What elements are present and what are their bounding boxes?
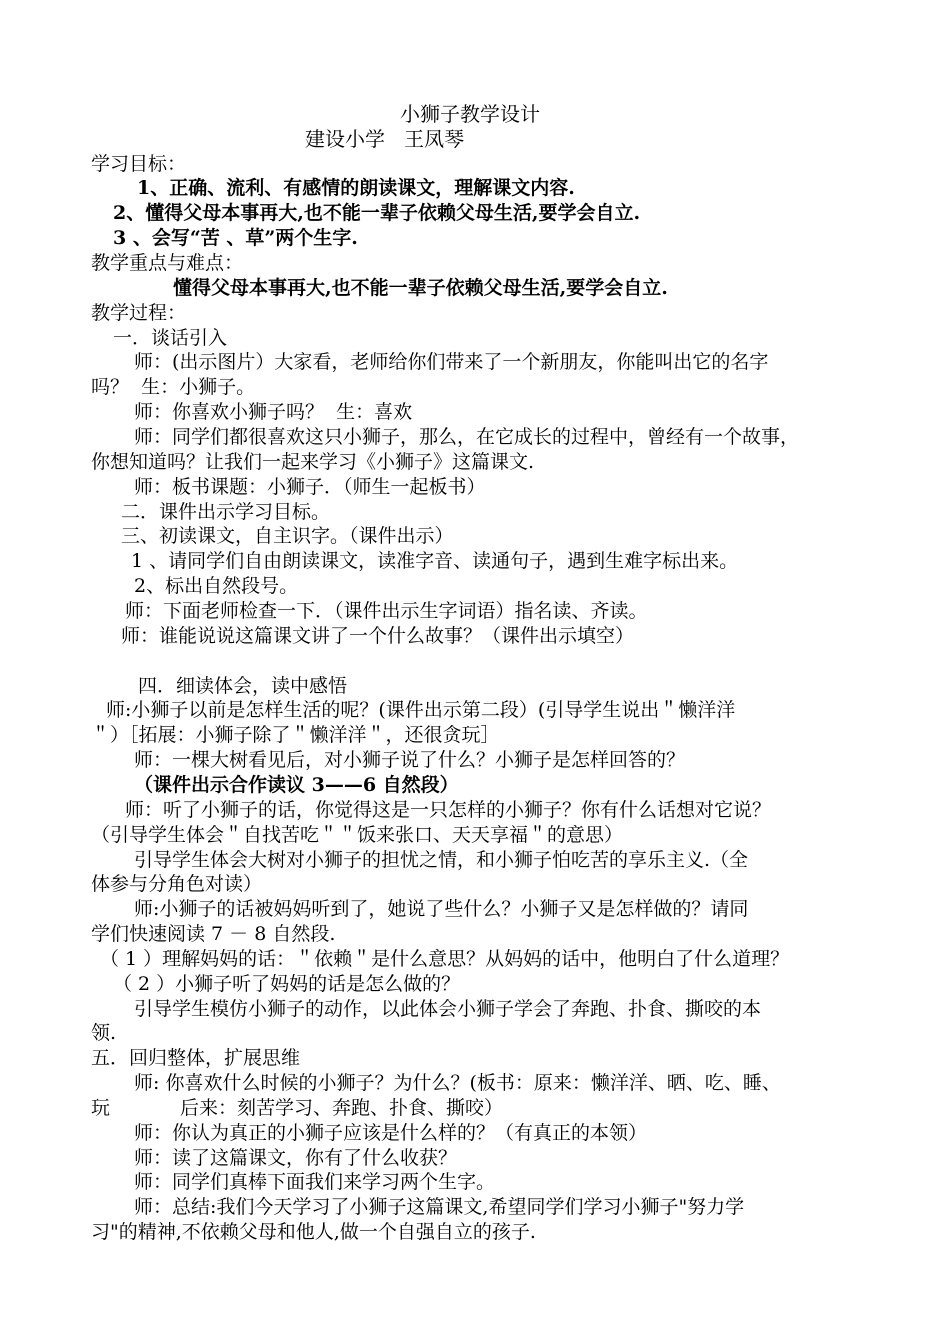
paragraph-line: 引导学生模仿小狮子的动作，以此体会小狮子学会了奔跑、扑食、撕咬的本: [134, 998, 762, 1020]
paragraph-line: 师：读了这篇课文，你有了什么收获？: [134, 1147, 458, 1169]
paragraph-line: （ 1 ）理解妈妈的话：＂依赖＂是什么意思？从妈妈的话中，他明白了什么道理？: [100, 948, 790, 970]
paragraph-line: 师：你认为真正的小狮子应该是什么样的？（有真正的本领）: [134, 1122, 648, 1144]
paragraph-line: 你想知道吗？让我们一起来学习《小狮子》这篇课文.: [91, 451, 535, 473]
paragraph-line: 体参与分角色对读）: [91, 873, 263, 895]
step-heading-5: 五．回归整体，扩展思维: [91, 1047, 301, 1069]
paragraph-line: 师：板书课题：小狮子．（师生一起板书）: [134, 476, 486, 498]
step-heading-1: 一．谈话引入: [113, 327, 228, 349]
paragraph-line: （课件出示合作读议 3——6 自然段）: [134, 774, 459, 796]
paragraph-line: 师：听了小狮子的话，你觉得这是一只怎样的小狮子？你有什么话想对它说？: [125, 799, 772, 821]
paragraph-line: 学们快速阅读 7 － 8 自然段.: [91, 923, 336, 945]
paragraph-line: 师: 你喜欢什么时候的小狮子？为什么？(板书：原来：懒洋洋、晒、吃、睡、: [134, 1072, 781, 1094]
paragraph-line: 引导学生体会大树对小狮子的担忧之情，和小狮子怕吃苦的享乐主义.（全: [134, 849, 749, 871]
section-heading-process: 教学过程：: [91, 302, 187, 324]
paragraph-line: 师：同学们都很喜欢这只小狮子，那么，在它成长的过程中，曾经有一个故事，: [134, 426, 800, 448]
focus-line: 懂得父母本事再大,也不能一辈子依赖父母生活,要学会自立.: [173, 277, 668, 299]
paragraph-line: 习"的精神,不依赖父母和他人,做一个自强自立的孩子.: [91, 1221, 536, 1243]
doc-title: 小狮子教学设计: [400, 102, 540, 126]
step-heading-3: 三、初读课文，自主识字。（课件出示）: [121, 525, 454, 547]
step-heading-4: 四．细读体会，读中感悟: [138, 675, 348, 697]
goal-line-3: 3 、会写“苦 、草”两个生字.: [113, 227, 358, 249]
paragraph-line: ＂）［拓展：小狮子除了＂懒洋洋＂，还很贪玩］: [91, 724, 500, 746]
section-heading-focus: 教学重点与难点：: [91, 252, 244, 274]
doc-author: 建设小学 王凤琴: [305, 127, 465, 151]
paragraph-line: 吗？ 生：小狮子。: [91, 376, 256, 398]
section-heading-goals: 学习目标：: [91, 153, 187, 175]
goal-line-2: 2、懂得父母本事再大,也不能一辈子依赖父母生活,要学会自立.: [113, 202, 641, 224]
goal-line-1: 1、正确、流利、有感情的朗读课文，理解课文内容.: [137, 177, 575, 199]
paragraph-line: 师：(出示图片）大家看，老师给你们带来了一个新朋友，你能叫出它的名字: [134, 351, 769, 373]
paragraph-line: 领.: [91, 1022, 117, 1044]
paragraph-line: 师：同学们真棒下面我们来学习两个生字。: [134, 1171, 496, 1193]
paragraph-line: 2、标出自然段号。: [134, 575, 299, 597]
paragraph-line: 师:小狮子以前是怎样生活的呢？(课件出示第二段）(引导学生说出＂懒洋洋: [106, 699, 736, 721]
paragraph-line: 后来：刻苦学习、奔跑、扑食、撕咬）: [180, 1097, 504, 1119]
paragraph-line: 1 、请同学们自由朗读课文，读准字音、读通句子，遇到生难字标出来。: [131, 550, 739, 572]
paragraph-line: （ 2 ）小狮子听了妈妈的话是怎么做的？: [113, 973, 461, 995]
step-heading-2: 二．课件出示学习目标。: [121, 501, 331, 523]
paragraph-line: 师：下面老师检查一下．（课件出示生字词语）指名读、齐读。: [125, 600, 648, 622]
paragraph-line: 师：谁能说说这篇课文讲了一个什么故事？（课件出示填空）: [121, 625, 635, 647]
paragraph-line: 师：总结:我们今天学习了小狮子这篇课文,希望同学们学习小狮子"努力学: [134, 1196, 745, 1218]
paragraph-line: （引导学生体会＂自找苦吃＂＂饭来张口、天天享福＂的意思）: [91, 824, 624, 846]
paragraph-line: 师:小狮子的话被妈妈听到了，她说了些什么？小狮子又是怎样做的？请同: [134, 898, 749, 920]
paragraph-line: 师：你喜欢小狮子吗？ 生：喜欢: [134, 401, 413, 423]
paragraph-line: 师：一棵大树看见后，对小狮子说了什么？小狮子是怎样回答的？: [134, 749, 686, 771]
paragraph-line: 玩: [91, 1097, 111, 1119]
